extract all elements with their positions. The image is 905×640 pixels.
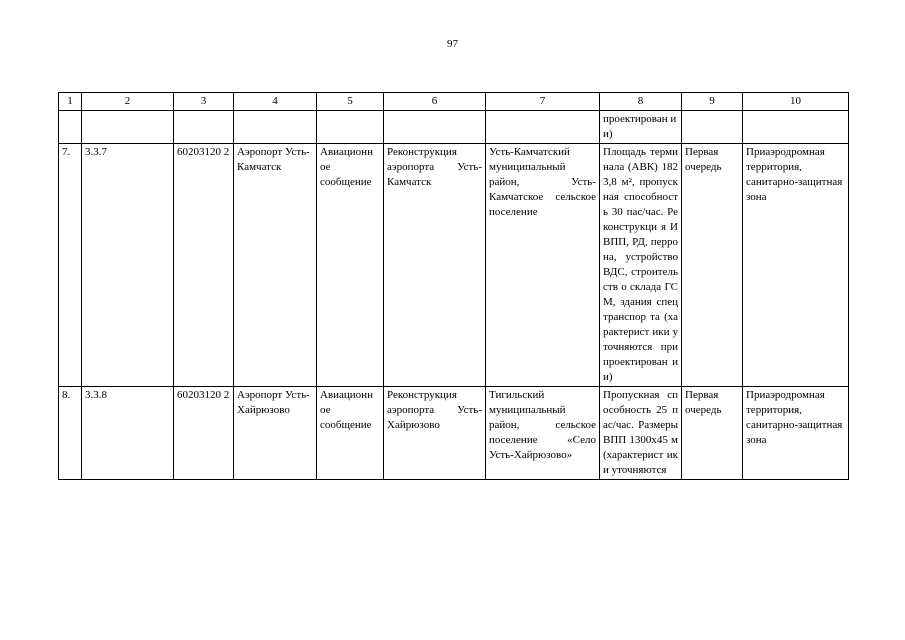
header-row — [59, 93, 849, 111]
table-cell — [743, 111, 849, 144]
table-cell — [174, 111, 234, 144]
table-cell — [682, 111, 743, 144]
table-cell — [82, 111, 174, 144]
page-number: 97 — [447, 38, 458, 50]
header-cell: 2 — [82, 93, 174, 111]
action-cell: Реконструкция аэропорта Усть-Хайрюзово — [384, 387, 486, 480]
item-code: 3.3.7 — [82, 144, 174, 387]
header-cell: 10 — [743, 93, 849, 111]
header-cell: 9 — [682, 93, 743, 111]
table-row — [59, 144, 849, 387]
row-number: 8. — [59, 387, 82, 480]
header-cell: 6 — [384, 93, 486, 111]
characteristics-cell: Пропускная способность 25 пас/час. Размеры ВПП 1300х45 м (характерист ики уточняются — [600, 387, 682, 480]
table-cell — [234, 111, 317, 144]
item-code: 3.3.8 — [82, 387, 174, 480]
stage-cell: Первая очередь — [682, 144, 743, 387]
header-cell: 4 — [234, 93, 317, 111]
characteristics-cell: Площадь терминала (АВК) 1823,8 м², пропускная способность 30 пас/час. Реконструкци я ИВПП, РД, перрона, устройство ВДС, строительств о склада ГСМ, здания спецтранспор та (характерист ики уточняются при проектирован ии) — [600, 144, 682, 387]
zone-cell: Приаэродромная территория, санитарно-защитная зона — [743, 144, 849, 387]
table-cell — [317, 111, 384, 144]
stage-cell: Первая очередь — [682, 387, 743, 480]
table-cell — [384, 111, 486, 144]
table-cell — [486, 111, 600, 144]
purpose-cell: Авиационн ое сообщение — [317, 387, 384, 480]
header-cell: 3 — [174, 93, 234, 111]
object-name: Аэропорт Усть-Хайрюзово — [234, 387, 317, 480]
header-cell: 8 — [600, 93, 682, 111]
continuation-row — [59, 111, 849, 144]
header-cell: 5 — [317, 93, 384, 111]
action-cell: Реконструкция аэропорта Усть-Камчатск — [384, 144, 486, 387]
object-name: Аэропорт Усть-Камчатск — [234, 144, 317, 387]
zone-cell: Приаэродромная территория, санитарно-защитная зона — [743, 387, 849, 480]
object-code: 60203120 2 — [174, 387, 234, 480]
document-table — [58, 92, 849, 480]
characteristics-cell: проектирован ии) — [600, 111, 682, 144]
object-code: 60203120 2 — [174, 144, 234, 387]
header-cell: 1 — [59, 93, 82, 111]
header-cell: 7 — [486, 93, 600, 111]
table-row — [59, 387, 849, 480]
row-number: 7. — [59, 144, 82, 387]
location-cell: Тигильский муниципальный район, сельское поселение «Село Усть-Хайрюзово» — [486, 387, 600, 480]
table-cell — [59, 111, 82, 144]
purpose-cell: Авиационн ое сообщение — [317, 144, 384, 387]
location-cell: Усть-Камчатский муниципальный район, Усть-Камчатское сельское поселение — [486, 144, 600, 387]
